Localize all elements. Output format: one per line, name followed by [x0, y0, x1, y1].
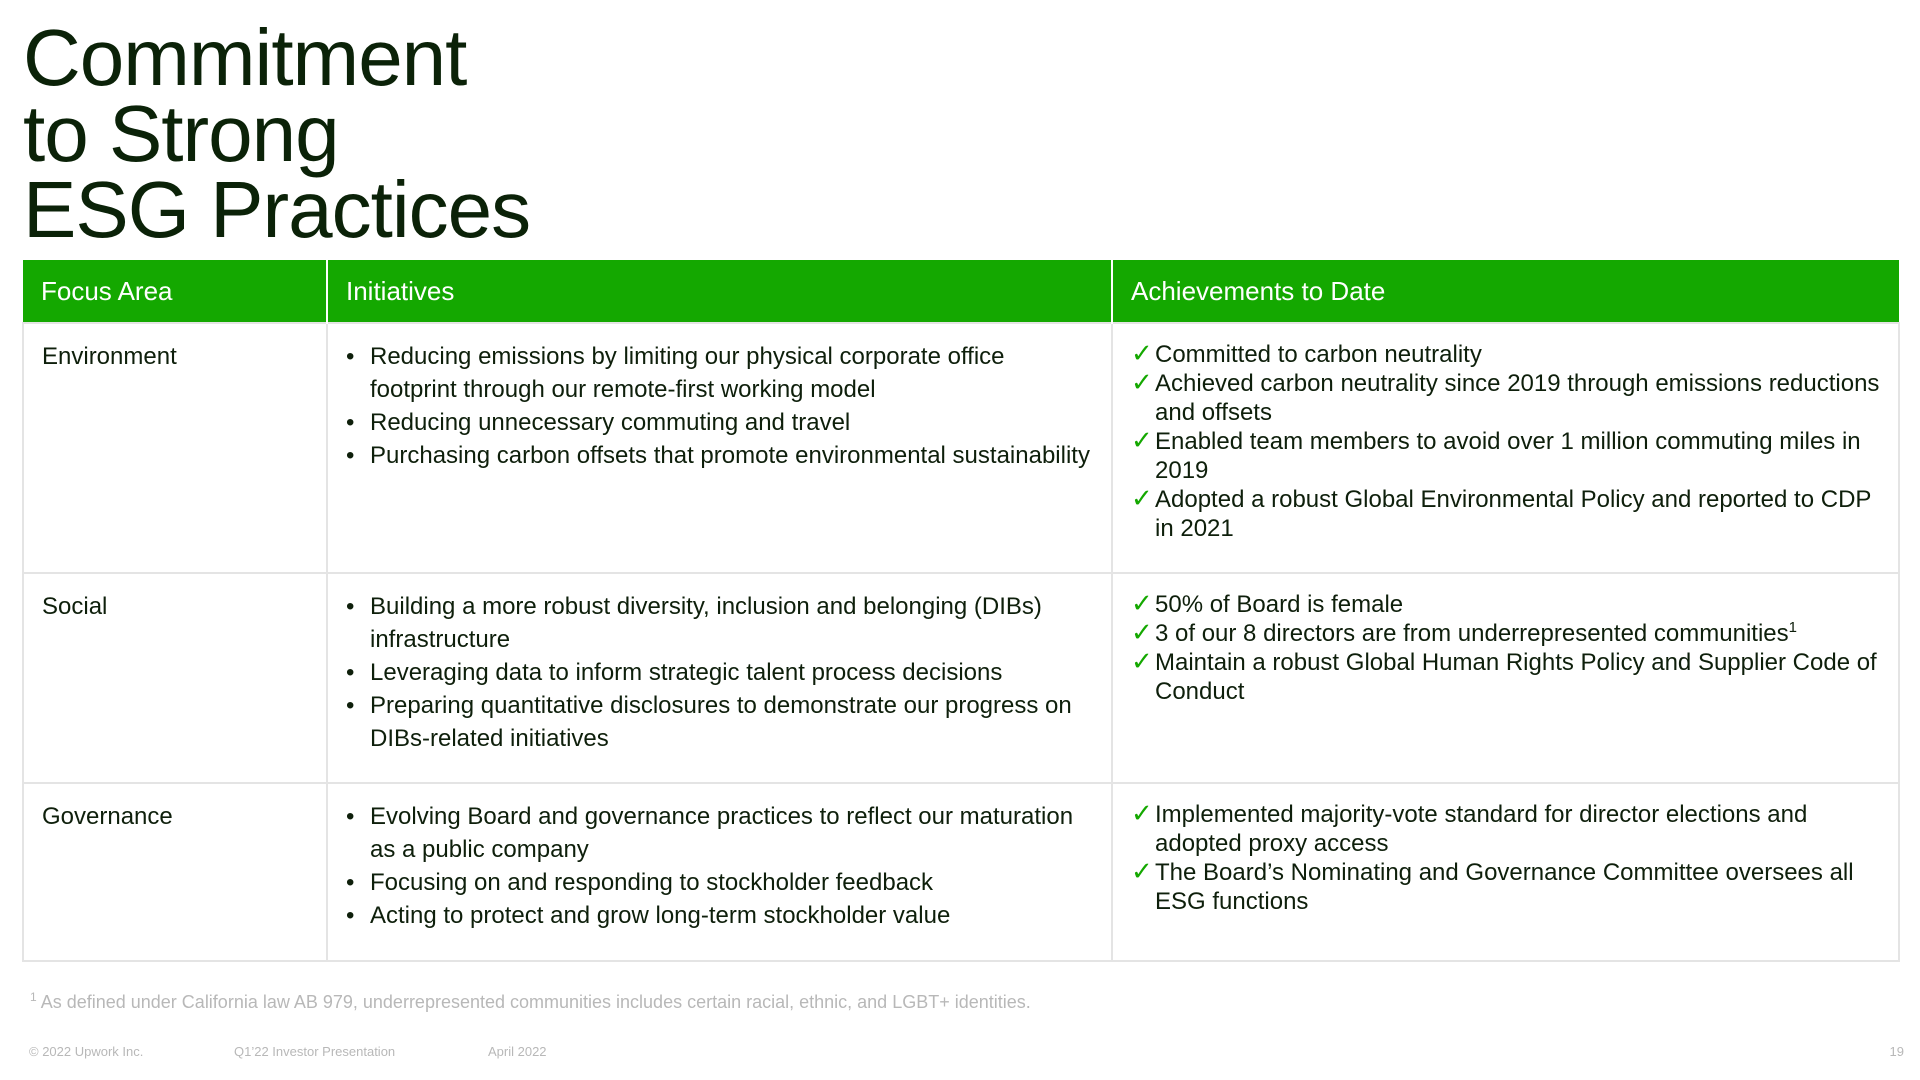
header-initiatives: Initiatives	[327, 260, 1112, 323]
page-title-line-1: Commitment	[23, 13, 467, 102]
initiatives-cell	[327, 573, 1112, 783]
check-icon: ✓	[1131, 618, 1153, 648]
list-item: • Evolving Board and governance practices to reflect our maturation as a public company	[370, 800, 1093, 866]
initiatives-list	[346, 590, 1093, 755]
initiatives-cell	[327, 783, 1112, 961]
focus-area-cell: Governance	[23, 783, 327, 961]
check-icon: ✓	[1131, 426, 1153, 456]
footnote-reference: 1	[1788, 619, 1797, 636]
achievements-cell	[1112, 573, 1899, 783]
achievements-list	[1131, 340, 1880, 543]
page-title-line-2: to Strong	[23, 89, 339, 178]
list-item: • Reducing unnecessary commuting and travel	[370, 406, 1093, 439]
check-icon: ✓	[1131, 647, 1153, 677]
achievements-cell	[1112, 323, 1899, 573]
focus-area-cell: Environment	[23, 323, 327, 573]
focus-area-cell: Social	[23, 573, 327, 783]
list-item: • Building a more robust diversity, inclusion and belonging (DIBs) infrastructure	[370, 590, 1093, 656]
list-item: • Leveraging data to inform strategic talent process decisions	[370, 656, 1093, 689]
list-item: • Preparing quantitative disclosures to demonstrate our progress on DIBs-related initiatives	[370, 689, 1093, 755]
list-item: ✓ 3 of our 8 directors are from underrepresented communities$^1$	[1131, 618, 1797, 648]
achievements-cell	[1112, 783, 1899, 961]
check-icon: ✓	[1131, 339, 1153, 369]
check-icon: ✓	[1131, 857, 1153, 887]
footer-presentation: Q1’22 Investor Presentation	[234, 1044, 396, 1059]
footnote-text: As defined under California law AB 979, underrepresented communities includes certain racial, ethnic, and LGBT+ identities.	[40, 992, 1031, 1012]
footer-copyright: © 2022 Upwork Inc.	[29, 1044, 144, 1059]
table-row-governance	[23, 783, 1899, 961]
achievements-list	[1131, 590, 1880, 706]
check-icon: ✓	[1131, 368, 1153, 398]
footnote-marker: 1	[30, 990, 37, 1004]
list-item: • Acting to protect and grow long-term stockholder value	[370, 899, 1093, 932]
achievements-list	[1131, 800, 1880, 916]
esg-table	[22, 260, 1900, 962]
list-item: ✓ Implemented majority-vote standard for director elections and adopted proxy access	[1131, 799, 1808, 857]
list-item: ✓ 50% of Board is female	[1131, 589, 1404, 619]
list-item: • Purchasing carbon offsets that promote environmental sustainability	[370, 439, 1093, 472]
list-item: ✓ Maintain a robust Global Human Rights Policy and Supplier Code of Conduct	[1131, 647, 1877, 705]
table-row-environment	[23, 323, 1899, 573]
list-item: ✓ Adopted a robust Global Environmental Policy and reported to CDP in 2021	[1131, 484, 1871, 542]
list-item: • Focusing on and responding to stockholder feedback	[370, 866, 1093, 899]
initiatives-list	[346, 340, 1093, 472]
page-title	[23, 13, 531, 254]
header-achievements: Achievements to Date	[1112, 260, 1899, 323]
list-item: ✓ Enabled team members to avoid over 1 million commuting miles in 2019	[1131, 426, 1861, 484]
initiatives-list	[346, 800, 1093, 932]
page-number: 19	[1889, 1044, 1904, 1059]
check-icon: ✓	[1131, 589, 1153, 619]
footer-date: April 2022	[488, 1044, 547, 1059]
list-item: ✓ The Board’s Nominating and Governance Committee oversees all ESG functions	[1131, 857, 1854, 915]
page-title-line-3: ESG Practices	[23, 165, 531, 254]
table-row-social	[23, 573, 1899, 783]
check-icon: ✓	[1131, 799, 1153, 829]
list-item: ✓ Committed to carbon neutrality	[1131, 339, 1482, 369]
check-icon: ✓	[1131, 484, 1153, 514]
initiatives-cell	[327, 323, 1112, 573]
table-header-row	[23, 260, 1899, 323]
list-item: ✓ Achieved carbon neutrality since 2019 through emissions reductions and offsets	[1131, 368, 1880, 426]
footnote	[30, 992, 1031, 1013]
header-focus-area: Focus Area	[23, 260, 327, 323]
list-item: • Reducing emissions by limiting our physical corporate office footprint through our remote-first working model	[370, 340, 1093, 406]
